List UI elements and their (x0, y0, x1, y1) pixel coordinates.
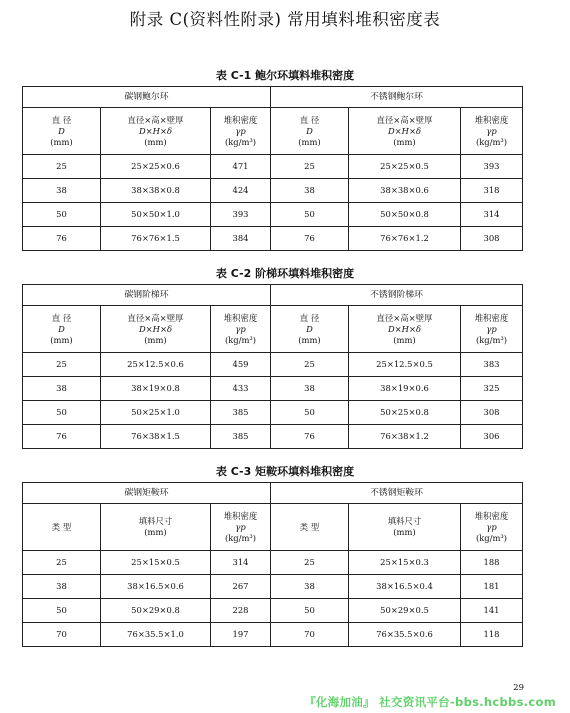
col-header-diameter: 直 径 D (mm) (271, 306, 349, 353)
table-cell: 50×29×0.8 (101, 599, 211, 623)
table-row (23, 203, 523, 227)
table-cell: 76×38×1.2 (349, 425, 461, 449)
col-header-density: 堆积密度 γp (kg/m³) (211, 108, 271, 155)
table-cell: 314 (211, 551, 271, 575)
col-header-diameter: 直 径 D (mm) (23, 108, 101, 155)
table-row (23, 179, 523, 203)
table-cell: 38×38×0.8 (101, 179, 211, 203)
table-cell: 188 (461, 551, 523, 575)
table-row (23, 599, 523, 623)
table-c3 (22, 482, 523, 647)
group-header-left: 碳钢矩鞍环 (23, 483, 271, 504)
table-cell: 25 (271, 551, 349, 575)
table-cell: 385 (211, 425, 271, 449)
table-cell: 25 (271, 353, 349, 377)
page-number: 29 (513, 683, 524, 693)
table-cell: 25×25×0.6 (101, 155, 211, 179)
table-cell: 50×50×0.8 (349, 203, 461, 227)
table-cell: 70 (23, 623, 101, 647)
table-cell: 50 (271, 599, 349, 623)
col-header-diameter: 直 径 D (mm) (23, 306, 101, 353)
col-header-type: 类 型 (271, 504, 349, 551)
table-cell: 50 (23, 599, 101, 623)
table-cell: 38 (271, 179, 349, 203)
table-cell: 25 (271, 155, 349, 179)
col-header-density: 堆积密度 γp (kg/m³) (461, 504, 523, 551)
table-caption-c1: 表 C-1 鲍尔环填料堆积密度 (215, 69, 355, 82)
table-cell: 50 (23, 203, 101, 227)
table-cell: 50 (271, 401, 349, 425)
col-header-density: 堆积密度 γp (kg/m³) (211, 306, 271, 353)
table-caption-c3: 表 C-3 矩鞍环填料堆积密度 (215, 465, 355, 478)
table-cell: 38 (271, 377, 349, 401)
table-cell: 38×16.5×0.4 (349, 575, 461, 599)
table-cell: 38×38×0.6 (349, 179, 461, 203)
table-cell: 314 (461, 203, 523, 227)
table-cell: 141 (461, 599, 523, 623)
table-cell: 228 (211, 599, 271, 623)
table-cell: 50 (271, 203, 349, 227)
table-cell: 25×15×0.5 (101, 551, 211, 575)
table-cell: 25×25×0.5 (349, 155, 461, 179)
table-cell: 76 (23, 227, 101, 251)
table-cell: 385 (211, 401, 271, 425)
table-cell: 181 (461, 575, 523, 599)
table-cell: 76×35.5×1.0 (101, 623, 211, 647)
table-cell: 424 (211, 179, 271, 203)
table-cell: 118 (461, 623, 523, 647)
col-header-density: 堆积密度 γp (kg/m³) (461, 306, 523, 353)
table-cell: 70 (271, 623, 349, 647)
table-cell: 38 (23, 179, 101, 203)
table-row (23, 401, 523, 425)
col-header-diameter: 直 径 D (mm) (271, 108, 349, 155)
table-cell: 308 (461, 401, 523, 425)
table-cell: 433 (211, 377, 271, 401)
table-cell: 76 (271, 227, 349, 251)
table-cell: 459 (211, 353, 271, 377)
group-header-left: 碳钢阶梯环 (23, 285, 271, 306)
col-header-density: 堆积密度 γp (kg/m³) (461, 108, 523, 155)
table-cell: 393 (211, 203, 271, 227)
col-header-size: 直径×高×壁厚 D×H×δ (mm) (349, 108, 461, 155)
table-cell: 76×38×1.5 (101, 425, 211, 449)
table-cell: 308 (461, 227, 523, 251)
table-cell: 267 (211, 575, 271, 599)
table-cell: 318 (461, 179, 523, 203)
table-row (23, 227, 523, 251)
table-row (23, 575, 523, 599)
table-cell: 50×25×0.8 (349, 401, 461, 425)
table-cell: 76×76×1.2 (349, 227, 461, 251)
col-header-size: 直径×高×壁厚 D×H×δ (mm) (101, 306, 211, 353)
table-cell: 384 (211, 227, 271, 251)
table-c1 (22, 86, 523, 251)
table-row (23, 377, 523, 401)
table-row (23, 353, 523, 377)
table-cell: 25 (23, 353, 101, 377)
table-cell: 76 (23, 425, 101, 449)
group-header-right: 不锈钢鲍尔环 (271, 87, 523, 108)
table-cell: 38×16.5×0.6 (101, 575, 211, 599)
table-c2 (22, 284, 523, 449)
table-cell: 25×12.5×0.6 (101, 353, 211, 377)
page-title: 附录 C(资料性附录) 常用填料堆积密度表 (129, 10, 441, 29)
table-cell: 25 (23, 551, 101, 575)
group-header-right: 不锈钢阶梯环 (271, 285, 523, 306)
col-header-type: 类 型 (23, 504, 101, 551)
group-header-right: 不锈钢矩鞍环 (271, 483, 523, 504)
table-row (23, 425, 523, 449)
table-cell: 38 (23, 575, 101, 599)
table-caption-c2: 表 C-2 阶梯环填料堆积密度 (215, 267, 355, 280)
col-header-fill-size: 填料尺寸 (mm) (101, 504, 211, 551)
table-cell: 76×76×1.5 (101, 227, 211, 251)
table-cell: 76×35.5×0.6 (349, 623, 461, 647)
table-cell: 38×19×0.6 (349, 377, 461, 401)
table-cell: 50×29×0.5 (349, 599, 461, 623)
group-header-left: 碳钢鲍尔环 (23, 87, 271, 108)
table-row (23, 551, 523, 575)
watermark: 『化海加油』 社交资讯平台-bbs.hcbbs.com (304, 695, 556, 709)
col-header-fill-size: 填料尺寸 (mm) (349, 504, 461, 551)
table-cell: 383 (461, 353, 523, 377)
table-cell: 38 (271, 575, 349, 599)
col-header-size: 直径×高×壁厚 D×H×δ (mm) (349, 306, 461, 353)
col-header-size: 直径×高×壁厚 D×H×δ (mm) (101, 108, 211, 155)
col-header-density: 堆积密度 γp (kg/m³) (211, 504, 271, 551)
table-cell: 50×25×1.0 (101, 401, 211, 425)
table-cell: 25 (23, 155, 101, 179)
table-cell: 50×50×1.0 (101, 203, 211, 227)
table-cell: 393 (461, 155, 523, 179)
table-cell: 25×12.5×0.5 (349, 353, 461, 377)
table-cell: 50 (23, 401, 101, 425)
table-cell: 197 (211, 623, 271, 647)
table-cell: 325 (461, 377, 523, 401)
table-row (23, 155, 523, 179)
table-cell: 306 (461, 425, 523, 449)
table-cell: 25×15×0.3 (349, 551, 461, 575)
table-row (23, 623, 523, 647)
table-cell: 38×19×0.8 (101, 377, 211, 401)
table-cell: 471 (211, 155, 271, 179)
table-cell: 76 (271, 425, 349, 449)
table-cell: 38 (23, 377, 101, 401)
